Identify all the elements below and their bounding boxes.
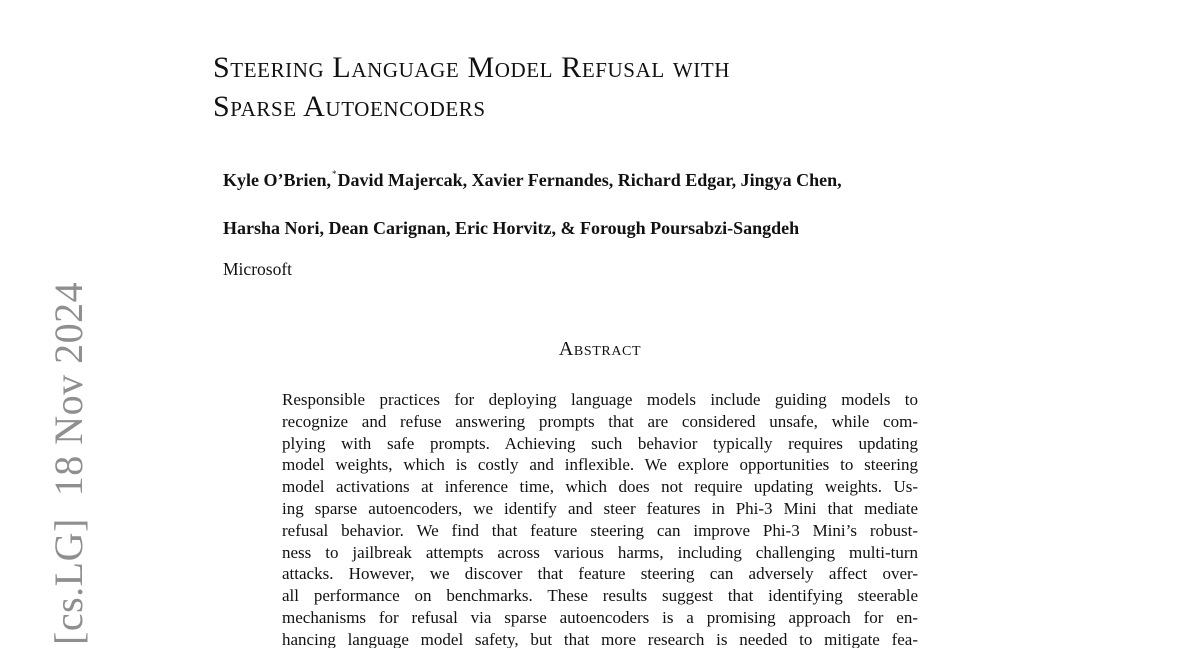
abstract-line: mechanisms for refusal via sparse autoencoders is a promising approach for en- xyxy=(282,607,918,627)
abstract-line: recognize and refuse answering prompts that are considered unsafe, while com- xyxy=(282,411,918,431)
affiliation: Microsoft xyxy=(223,259,293,279)
abstract-line: model weights, which is costly and inflexible. We explore opportunities to steering xyxy=(282,455,918,475)
paper-title-line-2: Sparse Autoencoders xyxy=(213,90,486,123)
abstract-line: ing sparse autoencoders, we identify and steer features in Phi-3 Mini that mediate xyxy=(282,498,918,518)
abstract-heading: Abstract xyxy=(558,338,642,360)
arxiv-category: [cs.LG] xyxy=(46,518,91,645)
first-author: Kyle O’Brien, xyxy=(223,170,331,190)
author-list xyxy=(223,160,983,242)
abstract-body xyxy=(282,389,918,648)
arxiv-stamp xyxy=(0,0,110,648)
abstract-line: refusal behavior. We find that feature steering can improve Phi-3 Mini’s robust- xyxy=(282,520,918,540)
author-footnote-marker: * xyxy=(331,169,337,179)
abstract-line: attacks. However, we discover that feature steering can adversely affect over- xyxy=(282,564,918,584)
author-line-2: Harsha Nori, Dean Carignan, Eric Horvitz, & Forough Poursabzi-Sangdeh xyxy=(223,218,800,238)
author-line-1-rest: David Majercak, Xavier Fernandes, Richard Edgar, Jingya Chen, xyxy=(337,170,842,190)
abstract-line: hancing language model safety, but that more research is needed to mitigate fea- xyxy=(282,629,918,648)
paper-title-line-1: Steering Language Model Refusal with xyxy=(213,51,731,84)
abstract-line: plying with safe prompts. Achieving such behavior typically requires updating xyxy=(282,433,918,453)
abstract-line: model activations at inference time, which does not require updating weights. Us- xyxy=(282,477,918,497)
author-line-1 xyxy=(223,160,983,188)
arxiv-stamp-text xyxy=(46,281,91,645)
abstract-line: Responsible practices for deploying language models include guiding models to xyxy=(282,390,918,409)
abstract-line: ness to jailbreak attempts across various harms, including challenging multi-turn xyxy=(282,542,918,562)
abstract-line: all performance on benchmarks. These results suggest that identifying steerable xyxy=(282,586,918,606)
paper-title xyxy=(213,48,973,126)
arxiv-date: 18 Nov 2024 xyxy=(46,281,91,497)
